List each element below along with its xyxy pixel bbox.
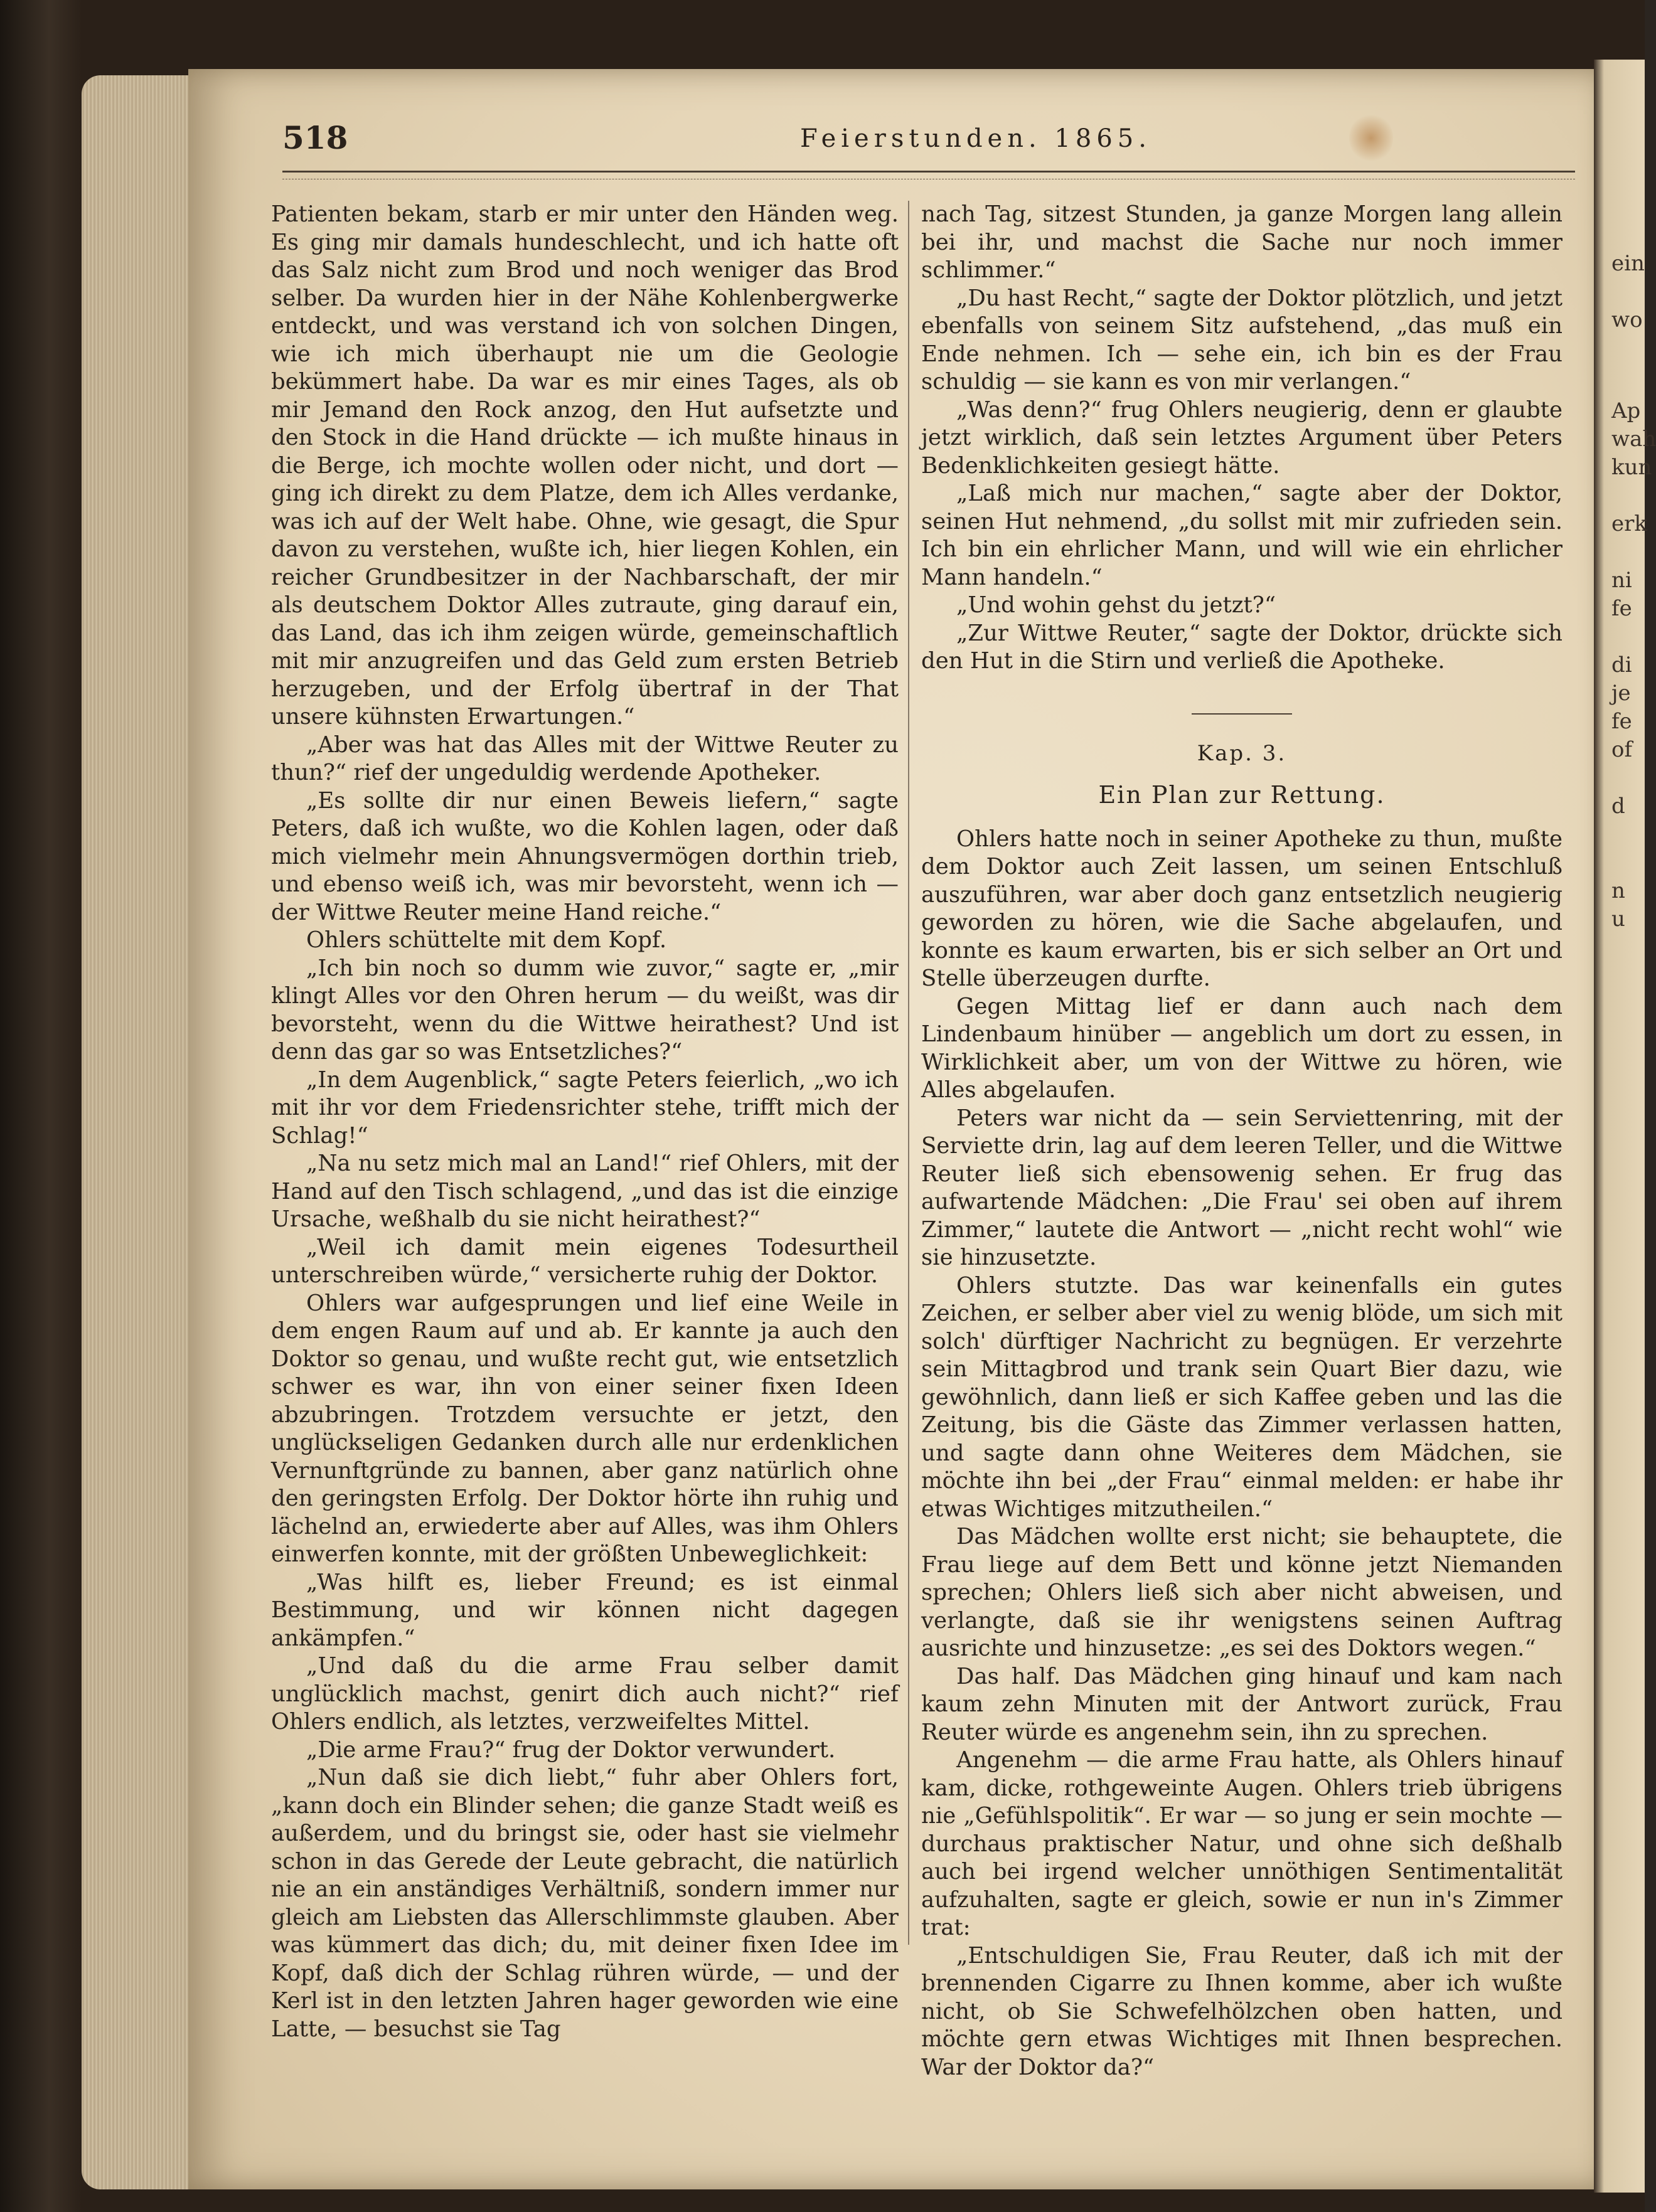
next-page-fragment: d — [1611, 794, 1625, 819]
right-column — [921, 201, 1563, 2082]
paragraph: Das half. Das Mädchen ging hinauf und kam nach kaum zehn Minuten mit der Antwort zurück, Frau Reuter würde es angenehm sein, ihn zu sprechen. — [921, 1663, 1563, 1745]
paragraph: „Und wohin gehst du jetzt?“ — [956, 592, 1276, 618]
paragraph: „Laß mich nur machen,“ sagte aber der Doktor, seinen Hut nehmend, „du sollst mit mir zufrieden sein. Ich bin ein ehrlicher Mann, und will wie ein ehrlicher Mann handeln.“ — [921, 481, 1563, 590]
next-page-fragment: fe — [1611, 596, 1632, 621]
paragraph: „Entschuldigen Sie, Frau Reuter, daß ich mit der brennenden Cigarre zu Ihnen komme, aber ich wußte nicht, ob Sie Schwefelhölzchen oben hatten, und möchte gern etwas Wichtiges mit Ihnen besprechen. War der Doktor da?“ — [921, 1942, 1563, 2080]
next-page-fragment: u — [1611, 907, 1625, 932]
next-page-fragment: di — [1611, 652, 1632, 678]
next-page-fragment: je — [1611, 681, 1631, 706]
chapter-title: Ein Plan zur Rettung. — [1098, 781, 1386, 809]
column-divider — [908, 201, 909, 1945]
paragraph: Das Mädchen wollte erst nicht; sie behauptete, die Frau liege auf dem Bett und könne jetzt Niemanden sprechen; Ohlers ließ sich aber nicht abweisen, und verlangte, daß sie ihr wenigstens seinen Auftrag ausrichte und hinzusetze: „es sei des Doktors wegen.“ — [921, 1524, 1563, 1661]
paragraph: Ohlers war aufgesprungen und lief eine Weile in dem engen Raum auf und ab. Er kannte ja auch den Doktor so genau, und wußte recht gut, wie entsetzlich schwer es war, ihn von einer seiner fixen Ideen abzubringen. Trotzdem versuchte er jetzt, den unglückseligen Gedanken durch alle nur erdenklichen Vernunftgründe zu bannen, aber ganz natürlich ohne den geringsten Erfolg. Der Doktor hörte ihn ruhig und lächelnd an, erwiederte aber auf Alles, was ihm Ohlers einwerfen konnte, mit der größten Unbeweglichkeit: — [271, 1290, 899, 1567]
paragraph: Gegen Mittag lief er dann auch nach dem Lindenbaum hinüber — angeblich um dort zu essen, in Wirklichkeit aber, um von der Wittwe zu hören, wie Alles abgelaufen. — [921, 993, 1563, 1103]
paragraph: Ohlers stutzte. Das war keinenfalls ein gutes Zeichen, er selber aber viel zu wenig blöde, um sich mit solch' dürftiger Nachricht zu begnügen. Er verzehrte sein Mittagbrod und trank sein Quart Bier dazu, wie gewöhnlich, dann ließ er sich Kaffee geben und las die Zeitung, bis die Gäste das Zimmer verlassen hatten, und sagte dann ohne Weiteres dem Mädchen, sie möchte ihn bei „der Frau“ einmal melden: er habe ihr etwas Wichtiges mitzutheilen.“ — [921, 1272, 1563, 1522]
next-page-fragment: wah — [1611, 427, 1656, 452]
paragraph: nach Tag, sitzest Stunden, ja ganze Morgen lang allein bei ihr, und machst die Sache nur noch immer schlimmer.“ — [921, 201, 1563, 283]
page-number: 518 — [282, 119, 348, 156]
header-rule — [282, 171, 1575, 179]
running-head: Feierstunden. 1865. — [800, 124, 1151, 153]
paragraph: „Zur Wittwe Reuter,“ sagte der Doktor, drückte sich den Hut in die Stirn und verließ die Apotheke. — [921, 620, 1563, 674]
chapter-label: Kap. 3. — [1197, 740, 1287, 766]
paragraph: „Die arme Frau?“ frug der Doktor verwundert. — [306, 1736, 836, 1763]
next-page-fragment: fe — [1611, 709, 1632, 734]
next-page-fragment: ein — [1611, 251, 1645, 276]
next-page-fragment: of — [1611, 737, 1633, 762]
next-page-fragment: kun — [1611, 455, 1652, 480]
paragraph: „In dem Augenblick,“ sagte Peters feierlich, „wo ich mit ihr vor dem Friedensrichter stehe, trifft mich der Schlag!“ — [271, 1066, 899, 1149]
paragraph: Peters war nicht da — sein Serviettenring, mit der Serviette drin, lag auf dem leeren Teller, und die Wittwe Reuter ließ sich ebensowenig sehen. Er frug das aufwartende Mädchen: „Die Frau' sei oben auf ihrem Zimmer,“ lautete die Antwort — „nicht recht wohl“ wie sie hinzusetzte. — [921, 1105, 1563, 1270]
next-page-fragment: n — [1611, 878, 1625, 903]
paragraph: „Du hast Recht,“ sagte der Doktor plötzlich, und jetzt ebenfalls von seinem Sitz aufstehend, „das muß ein Ende nehmen. Ich — sehe ein, ich bin es der Frau schuldig — sie kann es von mir verlangen.“ — [921, 285, 1563, 395]
next-page-fragment: ni — [1611, 568, 1632, 593]
section-divider — [1192, 713, 1292, 715]
paragraph: „Weil ich damit mein eigenes Todesurtheil unterschreiben würde,“ versicherte ruhig der Doktor. — [271, 1234, 899, 1288]
page-header — [282, 119, 1569, 163]
paragraph: Ohlers schüttelte mit dem Kopf. — [306, 927, 667, 953]
paragraph: Ohlers hatte noch in seiner Apotheke zu thun, mußte dem Doktor auch Zeit lassen, um seinen Entschluß auszuführen, war aber doch ganz entsetzlich neugierig geworden zu hören, wie die Sache abgelaufen, und konnte es kaum erwarten, bis er sich selber an Ort und Stelle überzeugen durfte. — [921, 826, 1563, 991]
paragraph: „Aber was hat das Alles mit der Wittwe Reuter zu thun?“ rief der ungeduldig werdende Apotheker. — [271, 731, 899, 785]
next-page-edge — [1594, 60, 1656, 2193]
paragraph: „Ich bin noch so dumm wie zuvor,“ sagte er, „mir klingt Alles vor den Ohren herum — du weißt, was dir bevorsteht, wenn du die Wittwe heirathest? Und ist denn das gar so was Entsetzliches?“ — [271, 955, 899, 1065]
next-page-fragment: wo — [1611, 307, 1643, 332]
paragraph: „Was hilft es, lieber Freund; es ist einmal Bestimmung, und wir können nicht dagegen ankämpfen.“ — [271, 1569, 899, 1651]
paragraph: Angenehm — die arme Frau hatte, als Ohlers hinauf kam, dicke, rothgeweinte Augen. Ohlers trieb übrigens nie „Gefühlspolitik“. Er war — so jung er sein mochte — durchaus praktischer Natur, und ohne sich deßhalb auch bei irgend welcher unnöthigen Sentimentalität aufzuhalten, sagte er gleich, sowie er nun in's Zimmer trat: — [921, 1747, 1563, 1940]
paragraph: „Was denn?“ frug Ohlers neugierig, denn er glaubte jetzt wirklich, daß sein letztes Argument über Peters Bedenklichkeiten gesiegt hätte. — [921, 396, 1563, 479]
next-page-fragment: Ap — [1611, 398, 1641, 423]
paragraph: „Na nu setz mich mal an Land!“ rief Ohlers, mit der Hand auf den Tisch schlagend, „und das ist die einzige Ursache, weßhalb du sie nicht heirathest?“ — [271, 1151, 899, 1232]
next-page-fragment: erk — [1611, 511, 1647, 536]
left-column — [271, 201, 899, 2043]
paragraph: „Nun daß sie dich liebt,“ fuhr aber Ohlers fort, „kann doch ein Blinder sehen; die ganze Stadt weiß es außerdem, und du bringst sie, oder hast sie vielmehr schon in das Gerede der Leute gebracht, die natürlich nie an ein anständiges Verhältniß, sondern immer nur gleich am Liebsten das Allerschlimmste glauben. Aber was kümmert das dich; du, mit deiner fixen Idee im Kopf, daß dich der Schlag rühren würde, — und der Kerl ist in den letzten Jahren hager geworden wie eine Latte, — besuchst sie Tag — [271, 1765, 899, 2042]
paragraph: „Und daß du die arme Frau selber damit unglücklich machst, genirt dich auch nicht?“ rief Ohlers endlich, als letztes, verzweifeltes Mittel. — [271, 1653, 899, 1735]
paragraph: „Es sollte dir nur einen Beweis liefern,“ sagte Peters, daß ich wußte, wo die Kohlen lagen, oder daß mich vielmehr mein Ahnungsvermögen dorthin trieb, und ebenso weiß ich, was mir bevorsteht, wenn ich — der Wittwe Reuter meine Hand reiche.“ — [271, 787, 899, 925]
paragraph: Patienten bekam, starb er mir unter den Händen weg. Es ging mir damals hundeschlecht, und ich hatte oft das Salz nicht zum Brod und noch weniger das Brod selber. Da wurden hier in der Nähe Kohlenbergwerke entdeckt, und was verstand ich von solchen Dingen, wie ich mich überhaupt nie um die Geologie bekümmert habe. Da war es mir eines Tages, als ob mir Jemand den Rock anzog, den Hut aufsetzte und den Stock in die Hand drückte — ich mußte hinaus in die Berge, ich mochte wollen oder nicht, und dort — ging ich direkt zu dem Platze, dem ich Alles verdanke, was ich auf der Welt habe. Ohne, wie gesagt, die Spur davon zu verstehen, wußte ich, hier liegen Kohlen, ein reicher Grundbesitzer in der Nachbarschaft, der mir als deutschem Doktor Alles zutraute, ging darauf ein, das Land, das ich ihm zeigen würde, gemeinschaftlich mit mir anzugreifen und das Geld zum ersten Betrieb herzugeben, und der Erfolg übertraf in der That unsere kühnsten Erwartungen.“ — [271, 201, 899, 730]
